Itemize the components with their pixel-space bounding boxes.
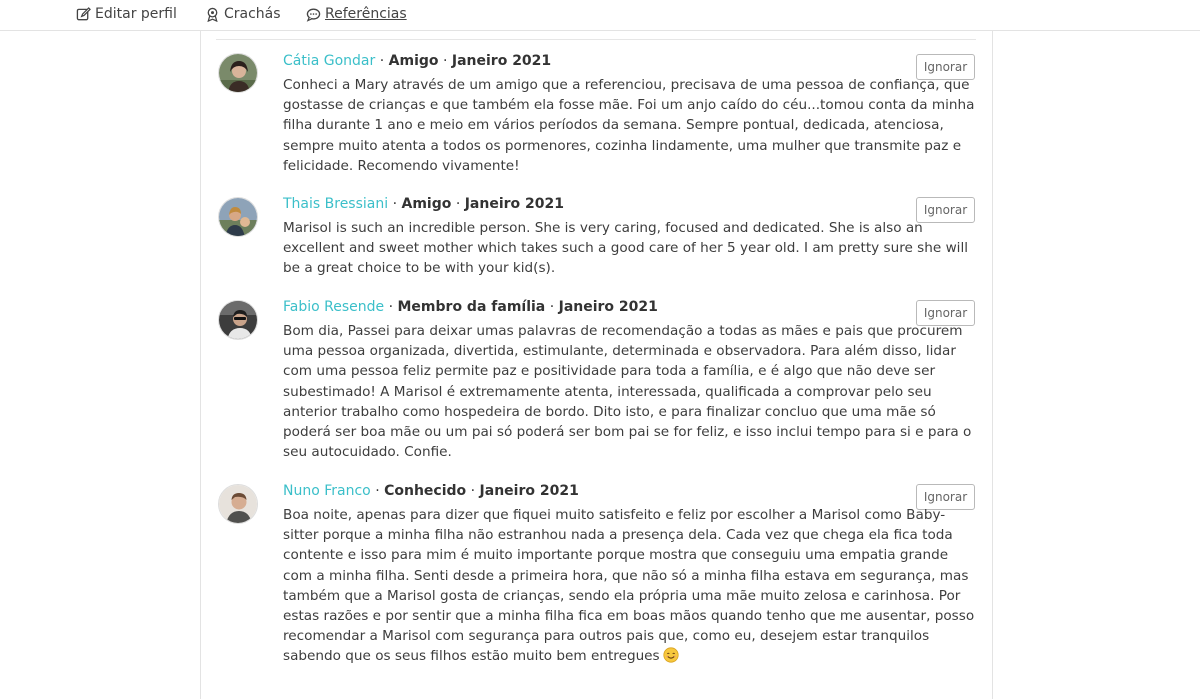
reference-header: Fabio Resende · Membro da família · Janeiro 2021 xyxy=(283,299,658,315)
references-panel xyxy=(200,31,993,699)
reference-date: Janeiro 2021 xyxy=(479,483,579,499)
reference-author-link[interactable]: Cátia Gondar xyxy=(283,53,376,69)
tab-referencias[interactable] xyxy=(306,5,407,23)
reference-relation: Membro da família xyxy=(397,299,546,315)
reference-date: Janeiro 2021 xyxy=(558,299,658,315)
tab-editar-perfil[interactable] xyxy=(76,5,177,23)
reference-header: Thais Bressiani · Amigo · Janeiro 2021 xyxy=(283,196,564,212)
ignore-button[interactable]: Ignorar xyxy=(916,197,975,223)
reference-date: Janeiro 2021 xyxy=(451,53,552,69)
comment-icon xyxy=(306,7,321,22)
divider xyxy=(216,39,976,40)
avatar xyxy=(218,300,258,340)
badge-icon xyxy=(205,7,220,22)
reference-text: Marisol is such an incredible person. She is very caring, focused and dedicated. She is also an excellent and sweet mother which takes such a good care of her 5 year old. I am pretty sure she will be a great choice to be with your kid(s). xyxy=(283,220,969,277)
reference-author-link[interactable]: Nuno Franco xyxy=(283,483,371,499)
smiling-face-icon xyxy=(663,647,679,663)
avatar xyxy=(218,484,258,524)
tab-label: Crachás xyxy=(224,6,281,22)
reference-header: Nuno Franco · Conhecido · Janeiro 2021 xyxy=(283,483,579,499)
profile-tabs-nav xyxy=(0,0,1200,31)
reference-date: Janeiro 2021 xyxy=(464,196,564,212)
tab-crachas[interactable] xyxy=(205,5,281,23)
reference-relation: Amigo xyxy=(401,196,452,212)
reference-text-body: Boa noite, apenas para dizer que fiquei muito satisfeito e feliz por escolher a Marisol como Baby-sitter porque a minha filha não estranhou nada a presença dela. Cada vez que chega ela fica toda contente e isso para mim é muito importante porque mostra que conseguiu uma empatia grande com a minha filha. Senti desde a primeira hora, que não só a minha filha estava em segurança, mas também que a Marisol gosta de crianças, sendo ela própria uma mãe muito zelosa e carinhosa. Por estas razões e por sentir que a minha filha fica em boas mãos quando tenho que me ausentar, posso recomendar a Marisol com segurança para outros pais que, como eu, desejem estar tranquilos sabendo que os seus filhos estão muito bem entregues xyxy=(283,507,975,665)
reference-author-link[interactable]: Fabio Resende xyxy=(283,299,385,315)
avatar xyxy=(218,197,258,237)
reference-author-link[interactable]: Thais Bressiani xyxy=(283,196,389,212)
reference-relation: Conhecido xyxy=(384,483,467,499)
edit-icon xyxy=(76,7,91,22)
reference-relation: Amigo xyxy=(388,53,439,69)
ignore-button[interactable]: Ignorar xyxy=(916,300,975,326)
ignore-button[interactable]: Ignorar xyxy=(916,484,975,510)
ignore-button[interactable]: Ignorar xyxy=(916,54,975,80)
tab-label: Referências xyxy=(325,6,407,22)
reference-header: Cátia Gondar · Amigo · Janeiro 2021 xyxy=(283,53,552,69)
reference-text xyxy=(283,505,978,667)
reference-text: Bom dia, Passei para deixar umas palavras de recomendação a todas as mães e pais que procurem uma pessoa organizada, divertida, estimulante, determinada e observadora. Para além disso, lidar com uma pessoa feliz permite paz e positividade para toda a família, e é algo que não deve ser subestimado! A Marisol é extremamente atenta, interessada, qualificada a comprovar pelo seu anterior trabalho como hospedeira de bordo. Dito isto, e para finalizar concluo que uma mãe só poderá ser boa mãe ou um pai só poderá ser bom pai se for feliz, e isso inclui tempo para si e para o seu autocuidado. Confie. xyxy=(283,323,972,461)
avatar xyxy=(218,53,258,93)
tab-label: Editar perfil xyxy=(95,6,177,22)
reference-text: Conheci a Mary através de um amigo que a referenciou, precisava de uma pessoa de confiança, que gostasse de crianças e que também ela fosse mãe. Foi um anjo caído do céu...tomou conta da minha filha durante 1 ano e meio em vários períodos da semana. Sempre pontual, dedicada, atenciosa, sempre muito atenta a todos os pormenores, cozinha lindamente, uma mulher que transmite paz e felicidade. Recomendo vivamente! xyxy=(283,77,975,174)
